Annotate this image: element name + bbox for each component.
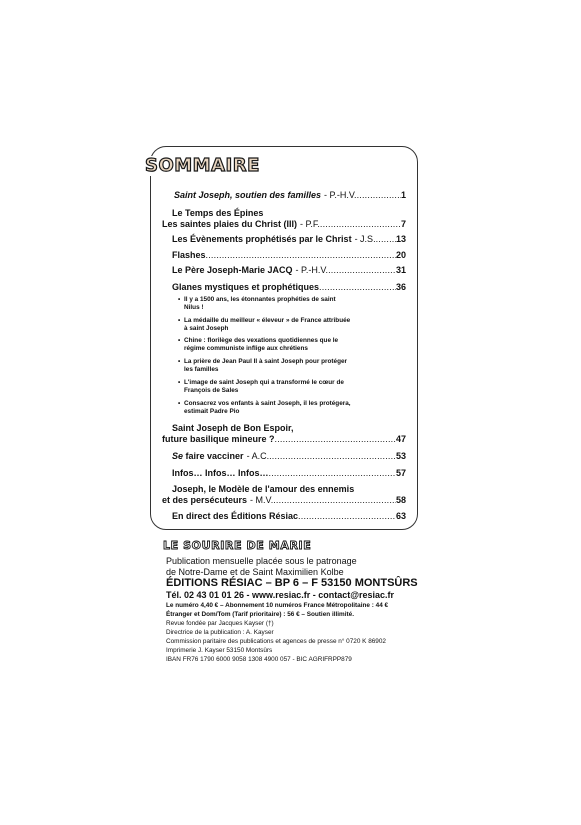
colophon-line: Imprimerie J. Kayser 53150 Montsûrs — [166, 647, 273, 654]
glanes-item[interactable] — [178, 400, 384, 416]
toc-entry-page: 36 — [395, 282, 406, 292]
toc-entry-author: - M.V. — [250, 495, 274, 505]
colophon — [166, 556, 426, 664]
toc-entry[interactable] — [162, 468, 406, 479]
glanes-item[interactable] — [178, 358, 384, 374]
toc-entry-page: 58 — [395, 495, 406, 505]
toc-entry[interactable] — [162, 484, 406, 506]
leader-dots — [357, 190, 401, 201]
toc-entry[interactable] — [162, 451, 406, 462]
colophon-line: Directrice de la publication : A. Kayser — [166, 629, 274, 636]
publisher-contact[interactable]: Tél. 02 43 01 01 26 - www.resiac.fr - contact@resiac.fr — [166, 590, 395, 600]
toc-entry-title: et des persécuteurs — [162, 495, 248, 505]
pricing-line: Étranger et Dom/Tom (Tarif prioritaire) : 56 € – Soutien illimité. — [166, 611, 354, 618]
glanes-item-line: à saint Joseph — [184, 325, 229, 332]
glanes-item[interactable] — [178, 296, 384, 312]
publisher-address: ÉDITIONS RÉSIAC – BP 6 – F 53150 MONTSÛRS — [166, 577, 418, 589]
toc-entry[interactable] — [162, 250, 406, 261]
colophon-line: IBAN FR76 1790 6000 9058 1308 4900 057 - BIC AGRIFRPP879 — [166, 656, 352, 663]
toc-entry-author: - P.-H.V. — [324, 190, 357, 200]
toc-entry-author: - A.C. — [246, 451, 270, 461]
leader-dots — [206, 250, 396, 261]
bullet-icon: • — [178, 358, 181, 365]
toc-entry-title: Glanes mystiques et prophétiques — [172, 282, 320, 292]
toc-entry[interactable] — [162, 265, 406, 276]
glanes-item-line: Chine : florilège des vexations quotidiennes que le — [184, 337, 339, 344]
toc-entry[interactable] — [162, 282, 406, 293]
toc-entry-page: 13 — [395, 234, 406, 244]
toc-entry-author: - P.-H.V. — [295, 265, 329, 275]
colophon-line: de Notre-Dame et de Saint Maximilien Kolbe — [166, 566, 344, 577]
glanes-item-line: Il y a 1500 ans, les étonnantes prophéties de saint — [184, 296, 336, 303]
toc-entry-title: future basilique mineure ? — [162, 434, 275, 444]
glanes-item-line: La prière de Jean Paul II à saint Joseph pour protéger — [184, 358, 348, 365]
colophon-line: Revue fondée par Jacques Kayser (†) — [166, 620, 274, 627]
toc-entry[interactable] — [162, 208, 406, 230]
glanes-item-line: les familles — [184, 366, 219, 373]
colophon-line: Commission paritaire des publications et agences de presse n° 0720 K 86902 — [166, 638, 386, 645]
toc-entry-supertitle: Saint Joseph de Bon Espoir, — [172, 423, 294, 433]
toc-entry-page: 63 — [395, 511, 406, 521]
toc-entry-supertitle: Joseph, le Modèle de l'amour des ennemis — [172, 484, 355, 494]
pricing-line: Le numéro 4,40 € – Abonnement 10 numéros France Métropolitaine : 44 € — [166, 602, 389, 609]
toc-entry-page: 57 — [395, 468, 406, 478]
bullet-icon: • — [178, 379, 181, 386]
glanes-item-line: L'image de saint Joseph qui a transformé le cœur de — [184, 379, 344, 386]
toc-entry[interactable] — [162, 423, 406, 445]
leader-dots — [320, 219, 401, 230]
glanes-item-line: Consacrez vos enfants à saint Joseph, il les protégera, — [184, 400, 351, 407]
toc-entry-title: En direct des Éditions Résiac — [172, 511, 299, 521]
magazine-masthead: LE SOURIRE DE MARIE — [163, 539, 312, 552]
toc-entry-page: 53 — [395, 451, 406, 461]
toc-entry-title-prefix: Se — [172, 451, 184, 461]
toc-entry-author: - J.S. — [354, 234, 376, 244]
glanes-item[interactable] — [178, 337, 384, 353]
sommaire-heading: SOMMAIRE — [143, 156, 264, 176]
glanes-item-line: estimait Padre Pio — [184, 408, 240, 415]
toc-entry-page: 1 — [400, 190, 406, 200]
toc-entry-title: Saint Joseph, soutien des familles — [174, 190, 322, 200]
toc-entry[interactable] — [162, 190, 406, 201]
colophon-line: Publication mensuelle placée sous le patronage — [166, 556, 357, 566]
toc-entry-page: 47 — [395, 434, 406, 444]
toc-entry-supertitle: Le Temps des Épines — [172, 208, 264, 218]
toc-entry-page: 7 — [400, 219, 406, 229]
leader-dots — [298, 511, 396, 522]
toc-entry[interactable] — [162, 511, 406, 522]
toc-entry-title: Flashes — [172, 250, 206, 260]
leader-dots — [269, 451, 396, 462]
toc-entry-title: Les saintes plaies du Christ (III) — [162, 219, 298, 229]
glanes-item-line: La médaille du meilleur « éleveur » de France attribuée — [184, 317, 351, 324]
glanes-item[interactable] — [178, 379, 384, 395]
bullet-icon: • — [178, 296, 181, 303]
toc-entry-author: - P.F. — [300, 219, 320, 229]
toc-entry-title: Les Évènements prophétisés par le Christ — [172, 234, 352, 244]
toc-entry-page: 20 — [395, 250, 406, 260]
glanes-item-line: régime communiste inflige aux chrétiens — [184, 345, 308, 352]
leader-dots — [376, 234, 396, 245]
leader-dots — [328, 265, 396, 276]
glanes-item-line: Nilus ! — [184, 304, 204, 311]
toc-entry-title: Infos… Infos… Infos… — [172, 468, 269, 478]
leader-dots — [269, 468, 396, 479]
glanes-item-line: François de Sales — [184, 387, 239, 394]
glanes-item[interactable] — [178, 317, 384, 333]
bullet-icon: • — [178, 337, 181, 344]
leader-dots — [275, 434, 396, 445]
toc-entry[interactable] — [162, 234, 406, 245]
toc-entry-title: faire vacciner — [183, 451, 244, 461]
bullet-icon: • — [178, 317, 181, 324]
leader-dots — [319, 282, 396, 293]
leader-dots — [273, 495, 396, 506]
toc-entry-page: 31 — [395, 265, 406, 275]
bullet-icon: • — [178, 400, 181, 407]
toc-entry-title: Le Père Joseph-Marie JACQ — [172, 265, 293, 275]
